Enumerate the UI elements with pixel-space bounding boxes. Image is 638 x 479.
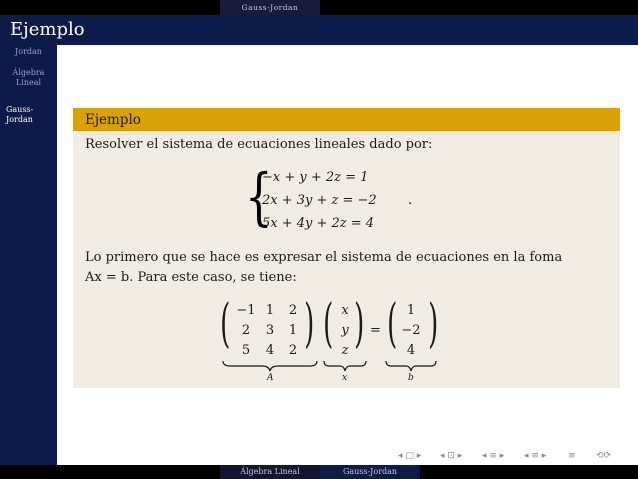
matrix-a-cell: 4	[265, 343, 275, 358]
frame-title: Ejemplo	[10, 19, 85, 40]
paragraph-line-1: Lo primero que se hace es expresar el sistema de ecuaciones en la foma	[85, 250, 563, 265]
matrix-a-cell: 3	[265, 323, 275, 338]
label-a: A	[267, 373, 274, 383]
equation-3: 5x + 4y + 2z = 4	[262, 216, 375, 231]
nav-align-icon[interactable]: ≡	[568, 451, 576, 461]
block-title: Ejemplo	[85, 112, 141, 128]
vector-x-cell: x	[341, 303, 349, 318]
vector-b-cell: 1	[406, 303, 416, 318]
vector-b-cell: 4	[406, 343, 416, 358]
sidebar-item-gauss-jordan[interactable]: Gauss-Jordan	[6, 105, 34, 124]
underbrace-b	[385, 360, 437, 372]
equation-1: −x + y + 2z = 1	[262, 170, 369, 185]
sidebar-item-jordan[interactable]: Jordan	[15, 47, 42, 56]
vector-x-cell: z	[341, 343, 349, 358]
sidebar-item-algebra-lineal[interactable]: Álgebra Lineal	[12, 68, 45, 87]
vector-x-left-paren: (	[323, 294, 334, 354]
intro-text: Resolver el sistema de ecuaciones lineales dado por:	[85, 137, 433, 152]
matrix-a-cell: −1	[236, 303, 256, 318]
matrix-a-cell: 1	[288, 323, 298, 338]
vector-b-cell: −2	[401, 323, 421, 338]
matrix-a-cell: 5	[241, 343, 251, 358]
footer-title[interactable]: Álgebra Lineal	[220, 465, 320, 479]
matrix-a-left-paren: (	[220, 294, 231, 354]
block-header	[73, 108, 620, 131]
vector-x-cell: y	[341, 323, 349, 338]
sidebar	[0, 45, 57, 465]
matrix-a-right-paren: )	[304, 294, 315, 354]
nav-search-back-icon[interactable]: ⟲⟳	[596, 451, 612, 461]
paragraph-line-2: Ax = b. Para este caso, se tiene:	[85, 270, 297, 285]
nav-subsection-icon[interactable]: ◂ ⊡ ▸	[440, 451, 463, 461]
vector-b-left-paren: (	[387, 294, 398, 354]
header-bar	[0, 0, 638, 15]
equation-2: 2x + 3y + z = −2	[262, 193, 377, 208]
footer-section[interactable]: Gauss-Jordan	[320, 465, 420, 479]
header-section[interactable]: Gauss-Jordan	[220, 0, 320, 15]
vector-x-right-paren: )	[354, 294, 365, 354]
vector-b-right-paren: )	[428, 294, 439, 354]
equals-sign: =	[370, 323, 381, 338]
matrix-a-cell: 2	[288, 343, 298, 358]
frame-title-bar	[0, 15, 638, 45]
label-x: x	[342, 373, 348, 383]
matrix-a-cell: 2	[288, 303, 298, 318]
label-b: b	[408, 373, 414, 383]
underbrace-a	[222, 360, 318, 372]
equation-period: .	[408, 193, 413, 208]
nav-slide-icon[interactable]: ◂ ≡ ▸	[524, 451, 547, 461]
footer-bar	[0, 465, 638, 479]
left-brace: {	[245, 160, 273, 233]
underbrace-x	[323, 360, 367, 372]
nav-frame-icon[interactable]: ◂ □ ▸	[398, 451, 422, 461]
nav-section-icon[interactable]: ◂ ≡ ▸	[482, 451, 505, 461]
matrix-a-cell: 2	[241, 323, 251, 338]
matrix-a-cell: 1	[265, 303, 275, 318]
